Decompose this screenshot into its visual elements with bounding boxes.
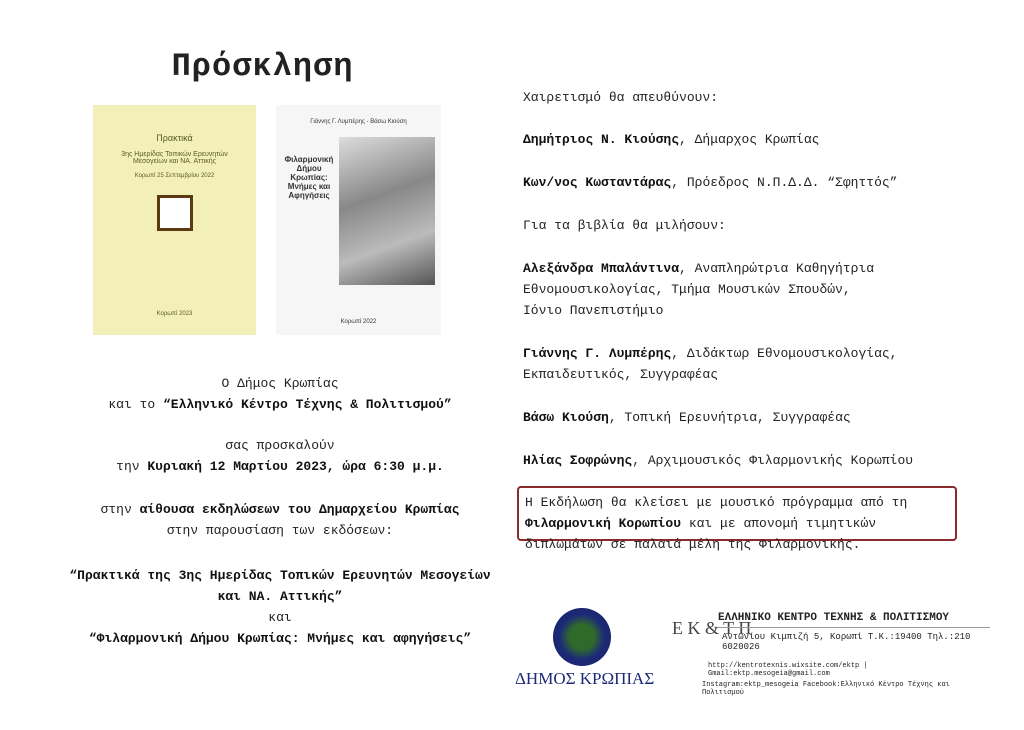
cover-title: Φιλαρμονική Δήμου Κρωπίας: Μνήμες και Αφηγήσεις xyxy=(284,155,334,200)
text: και με απονομή τιμητικών xyxy=(681,516,877,531)
books-heading: Για τα βιβλία θα μιλήσουν: xyxy=(523,218,726,233)
speaker-lymperis xyxy=(523,343,897,385)
cover-date: Κορωπί 25 Σεπτεμβρίου 2022 xyxy=(134,173,215,179)
speaker-president xyxy=(523,172,897,193)
greetings-heading: Χαιρετισμό θα απευθύνουν: xyxy=(523,90,719,105)
speaker-name: Ηλίας Σοφρώνης xyxy=(523,453,633,468)
municipality-seal-icon xyxy=(553,608,611,666)
speaker-name: Δημήτριος Ν. Κιούσης xyxy=(523,132,680,147)
cover-subtitle: 3ης Ημερίδας Τοπικών Ερευνητών xyxy=(121,151,228,158)
org-name: ΕΛΛΗΝΙΚΟ ΚΕΝΤΡΟ ΤΕΧΝΗΣ & ΠΟΛΙΤΙΣΜΟΥ xyxy=(718,612,990,628)
note-line: διπλωμάτων σε παλαιά μέλη της Φιλαρμονικής. xyxy=(525,537,861,552)
cover-year: Κορωπί 2022 xyxy=(340,319,377,325)
text: την xyxy=(116,459,148,474)
host-line: Ο Δήμος Κρωπίας xyxy=(221,376,339,391)
speaker-name: Κων/νος Κωσταντάρας xyxy=(523,175,672,190)
speaker-name: Βάσω Κιούση xyxy=(523,410,609,425)
philharmonic-name: Φιλαρμονική Κορωπίου xyxy=(525,516,682,531)
page-title: Πρόσκληση xyxy=(171,48,354,85)
note-line: Η Εκδήλωση θα κλείσει με μουσικό πρόγραμμα από τη xyxy=(525,495,908,510)
speaker-role-3: Ιόνιο Πανεπιστήμιο xyxy=(523,303,664,318)
cover-subtitle-2: Μεσογείων και ΝΑ. Αττικής xyxy=(133,158,216,165)
venue-line xyxy=(20,499,540,520)
org-address: Αντωνίου Κιμπιζή 5, Κορωπί Τ.Κ.:19400 Τηλ.:210 6020026 xyxy=(722,632,971,652)
invite-line: σας προσκαλούν xyxy=(225,438,335,453)
speaker-balantina xyxy=(523,258,874,321)
book-title-1: “Πρακτικά της 3ης Ημερίδας Τοπικών Ερευνητών Μεσογείων xyxy=(69,568,491,583)
venue: αίθουσα εκδηλώσεων του Δημαρχείου Κρωπίας xyxy=(139,502,460,517)
cover-year: Κορωπί 2023 xyxy=(156,311,193,317)
speaker-role: , Πρόεδρος Ν.Π.Δ.Δ. “Σφηττός” xyxy=(671,175,898,190)
speaker-sofronis xyxy=(523,450,913,471)
speaker-role: , Αναπληρώτρια Καθηγήτρια xyxy=(679,261,875,276)
cohost-name: “Ελληνικό Κέντρο Τέχνης & Πολιτισμού” xyxy=(162,397,452,412)
speaker-role-2: Εθνομουσικολογίας, Τμήμα Μουσικών Σπουδών, xyxy=(523,282,851,297)
speaker-name: Αλεξάνδρα Μπαλάντινα xyxy=(523,261,680,276)
speaker-role: , Δήμαρχος Κρωπίας xyxy=(679,132,820,147)
book-title-1-cont: και ΝΑ. Αττικής” xyxy=(217,589,343,604)
invitation-body xyxy=(20,373,540,649)
ektp-logo-icon xyxy=(157,195,193,231)
municipality-name: ΔΗΜΟΣ ΚΡΩΠΙΑΣ xyxy=(515,669,655,688)
band-photo xyxy=(339,137,435,285)
ektp-logo-icon: Ε Κ & Τ Π xyxy=(672,618,752,638)
speaker-role: , Αρχιμουσικός Φιλαρμονικής Κορωπίου xyxy=(632,453,914,468)
book-cover-philharmonic xyxy=(276,105,441,335)
cover-authors: Γιάννης Γ. Λυμπέρης - Βάσω Κιούση xyxy=(310,119,407,125)
speaker-role: , Διδάκτωρ Εθνομουσικολογίας, xyxy=(671,346,898,361)
speaker-role-2: Εκπαιδευτικός, Συγγραφέας xyxy=(523,367,719,382)
org-web: http://kentrotexnis.wixsite.com/ektp | Gmail:ektp.mesogeia@gmail.com xyxy=(708,662,868,678)
note-line xyxy=(525,513,955,534)
speaker-name: Γιάννης Γ. Λυμπέρης xyxy=(523,346,672,361)
speaker-kiousi xyxy=(523,407,851,428)
event-date: Κυριακή 12 Μαρτίου 2023, ώρα 6:30 μ.μ. xyxy=(147,459,444,474)
text: και το xyxy=(108,397,163,412)
cohost-line xyxy=(20,394,540,415)
closing-note-box xyxy=(517,486,957,552)
cover-heading: Πρακτικά xyxy=(156,133,193,143)
org-social: Instagram:ektp_mesogeia Facebook:Ελληνικό Κέντρο Τέχνης και Πολιτισμού xyxy=(702,681,950,697)
book-cover-proceedings xyxy=(93,105,256,335)
date-line xyxy=(20,456,540,477)
text: στην xyxy=(100,502,140,517)
speaker-role: , Τοπική Ερευνήτρια, Συγγραφέας xyxy=(608,410,851,425)
book-title-2: “Φιλαρμονική Δήμου Κρωπίας: Μνήμες και αφηγήσεις” xyxy=(88,631,472,646)
ektp-contact xyxy=(670,612,990,697)
speaker-mayor xyxy=(523,129,819,150)
and-line: και xyxy=(268,610,292,625)
presentation-line: στην παρουσίαση των εκδόσεων: xyxy=(166,523,394,538)
